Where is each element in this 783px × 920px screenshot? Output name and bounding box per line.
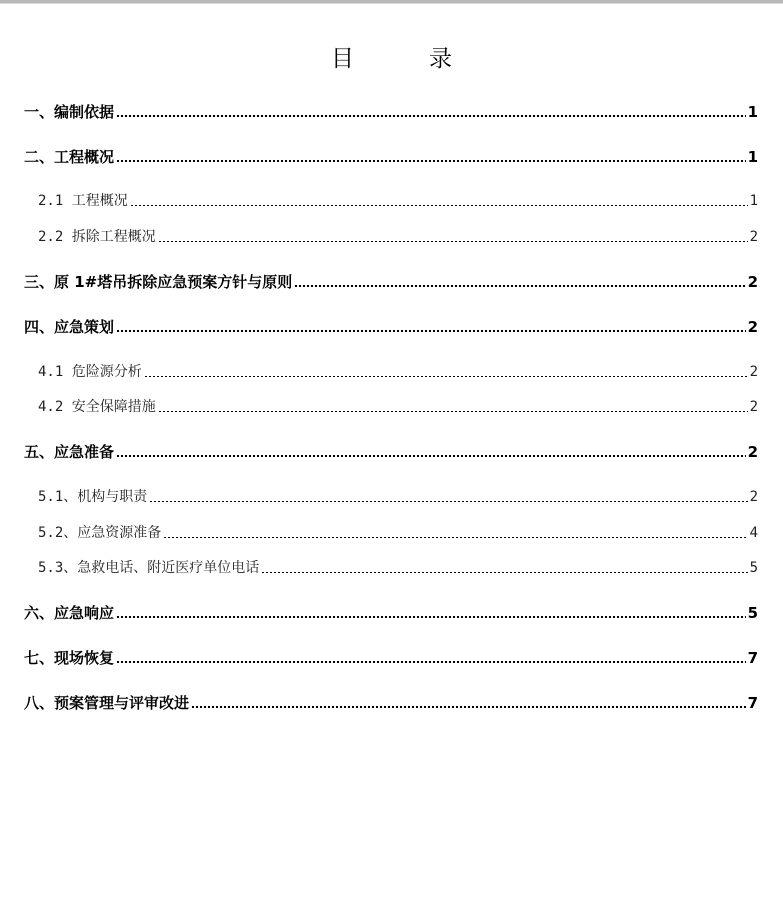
toc-dot-leader [116, 330, 746, 332]
toc-entry-text: 五、应急准备 [24, 443, 115, 461]
toc-page-number: 4 [749, 525, 758, 541]
toc-entry-text: 5.2、应急资源准备 [38, 525, 162, 541]
toc-entry-text: 4.1 危险源分析 [38, 364, 142, 380]
toc-page-number: 5 [749, 560, 758, 576]
toc-dot-leader [191, 706, 746, 708]
toc-dot-leader [294, 285, 745, 287]
toc-page-number: 2 [749, 489, 758, 505]
toc-dot-leader [261, 572, 747, 573]
toc-entry[interactable] [24, 692, 758, 714]
toc-entry-text: 5.3、急救电话、附近医疗单位电话 [38, 560, 260, 576]
toc-entry-text: 七、现场恢复 [24, 649, 115, 667]
toc-entry[interactable] [24, 557, 758, 579]
toc-entry[interactable] [24, 361, 758, 383]
toc-entry-text: 2.2 拆除工程概况 [38, 229, 156, 245]
toc-entry[interactable] [24, 146, 758, 168]
toc-dot-leader [116, 616, 746, 618]
toc-dot-leader [116, 661, 746, 663]
toc-entry-text: 一、编制依据 [24, 103, 115, 121]
toc-entry[interactable] [24, 316, 758, 338]
toc-dot-leader [158, 411, 748, 412]
toc-page-number: 2 [749, 229, 758, 245]
toc-entry[interactable] [24, 396, 758, 418]
toc-page-number: 7 [747, 694, 758, 712]
toc-entry[interactable] [24, 486, 758, 508]
toc-entry[interactable] [24, 190, 758, 212]
toc-entry-text: 六、应急响应 [24, 604, 115, 622]
toc-dot-leader [116, 115, 746, 117]
toc-dot-leader [116, 160, 746, 162]
toc-dot-leader [158, 241, 748, 242]
toc-entry-text: 四、应急策划 [24, 318, 115, 336]
page-top-border [0, 0, 783, 4]
toc-entry-text: 2.1 工程概况 [38, 193, 128, 209]
toc-page-number: 2 [747, 443, 758, 461]
toc-page-number: 2 [747, 318, 758, 336]
toc-page-number: 1 [749, 193, 758, 209]
toc-page-number: 2 [749, 364, 758, 380]
toc-page-number: 1 [747, 148, 758, 166]
toc-entry[interactable] [24, 647, 758, 669]
toc-entry[interactable] [24, 441, 758, 463]
toc-dot-leader [149, 501, 747, 502]
toc-entry-text: 三、原 1#塔吊拆除应急预案方针与原则 [24, 273, 293, 291]
toc-entry[interactable] [24, 101, 758, 123]
toc-dot-leader [130, 205, 748, 206]
toc-title: 目 录 [331, 46, 478, 72]
toc-page-number: 2 [749, 399, 758, 415]
toc-page-number: 2 [747, 273, 758, 291]
toc-dot-leader [144, 376, 748, 377]
toc-page-number: 5 [747, 604, 758, 622]
toc-page-number: 7 [747, 649, 758, 667]
toc-entry[interactable] [24, 226, 758, 248]
toc-entry-text: 4.2 安全保障措施 [38, 399, 156, 415]
toc-entry[interactable] [24, 271, 758, 293]
toc-page-number: 1 [747, 103, 758, 121]
toc-entry[interactable] [24, 522, 758, 544]
toc-dot-leader [163, 537, 747, 538]
toc-entry-text: 5.1、机构与职责 [38, 489, 148, 505]
toc-entry[interactable] [24, 602, 758, 624]
toc-dot-leader [116, 455, 746, 457]
toc-entry-text: 二、工程概况 [24, 148, 115, 166]
toc-entry-text: 八、预案管理与评审改进 [24, 694, 190, 712]
